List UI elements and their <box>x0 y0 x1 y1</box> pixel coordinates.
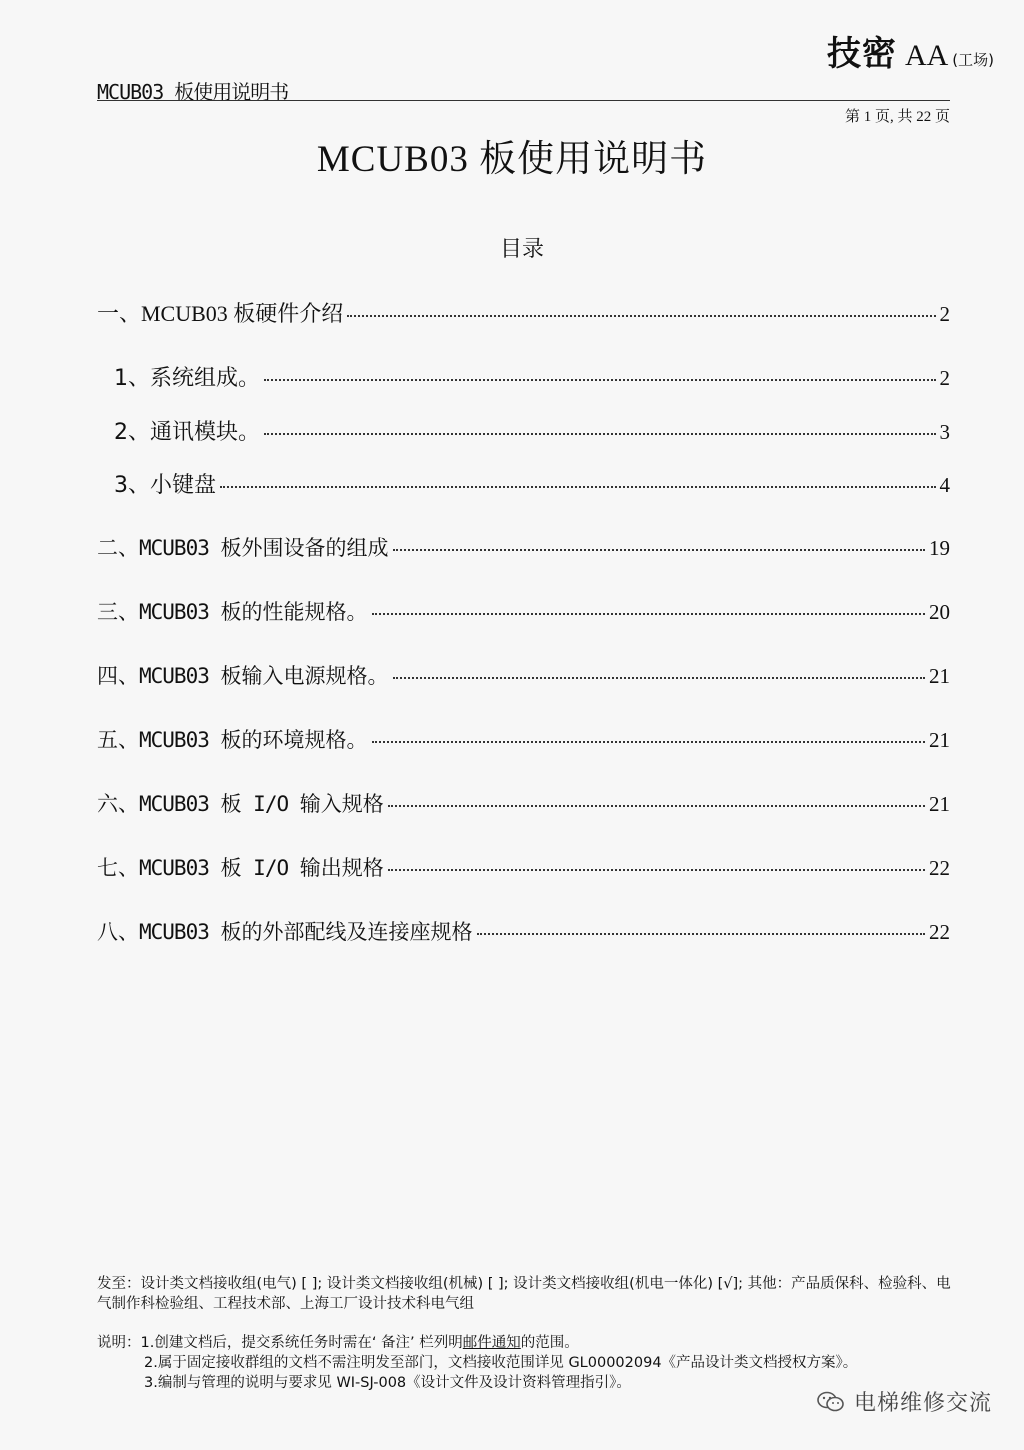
toc-leader-dots <box>372 741 925 743</box>
classification-main: 技密 <box>826 34 897 74</box>
toc-entry-label: 八、MCUB03 板的外部配线及连接座规格 <box>97 920 473 944</box>
document-title: MCUB03 板使用说明书 <box>316 139 708 180</box>
distribution-list: 发至：设计类文档接收组(电气) [ ]; 设计类文档接收组(机械) [ ]; 设计类文档接收组(机电一体化) [√]; 其他：产品质保科、检验科、电气制作科检验组、工程技术部、上海工厂设计技术科电气组 <box>97 1276 951 1312</box>
toc-entry-label: 一、MCUB03 板硬件介绍 <box>97 301 344 326</box>
notes-label: 说明： <box>97 1335 141 1351</box>
toc-entry-label: 1、系统组成。 <box>114 366 260 391</box>
toc-entry-8[interactable] <box>97 916 950 944</box>
toc-leader-dots <box>372 613 925 615</box>
toc-leader-dots <box>264 433 936 435</box>
toc-entry-page: 20 <box>929 600 950 624</box>
toc-entry-page: 21 <box>929 728 950 752</box>
toc-entry-label: 2、通讯模块。 <box>114 420 260 445</box>
watermark-text: 电梯维修交流 <box>853 1391 992 1416</box>
toc-entry-label: 六、MCUB03 板 I/O 输入规格 <box>97 792 384 816</box>
toc-entry-3[interactable] <box>97 596 950 624</box>
toc-entry-label: 二、MCUB03 板外围设备的组成 <box>97 536 389 560</box>
toc-entry-page: 3 <box>939 420 950 444</box>
toc-entry-1[interactable] <box>97 297 950 325</box>
toc-leader-dots <box>393 549 925 551</box>
toc-entry-page: 2 <box>939 302 950 326</box>
classification-stamp <box>827 26 994 75</box>
toc-entry-label: 四、MCUB03 板输入电源规格。 <box>97 664 389 688</box>
toc-entry-page: 22 <box>929 920 950 944</box>
toc-entry-7[interactable] <box>97 852 950 880</box>
toc-entry-label: 五、MCUB03 板的环境规格。 <box>97 728 368 752</box>
toc-entry-1-3[interactable] <box>114 468 950 496</box>
toc-entry-6[interactable] <box>97 788 950 816</box>
notes-block <box>97 1333 957 1393</box>
toc-leader-dots <box>393 677 925 679</box>
running-header-title: MCUB03 板使用说明书 <box>97 80 289 104</box>
toc-entry-label: 3、小键盘 <box>114 473 216 498</box>
classification-level: AA <box>904 39 949 72</box>
page-number-info: 第 1 页, 共 22 页 <box>844 109 950 125</box>
toc-entry-4[interactable] <box>97 660 950 688</box>
classification-scope: (工场) <box>952 51 994 69</box>
note-line-1: 说明：1.创建文档后，提交系统任务时需在‘ 备注’ 栏列明邮件通知的范围。 <box>97 1335 579 1351</box>
toc-entry-page: 21 <box>929 792 950 816</box>
toc-entry-1-1[interactable] <box>114 361 950 389</box>
toc-entry-page: 2 <box>939 366 950 390</box>
toc-entry-page: 19 <box>929 536 950 560</box>
toc-entry-page: 4 <box>939 473 950 497</box>
toc-leader-dots <box>388 869 925 871</box>
toc-leader-dots <box>477 933 925 935</box>
toc-entry-page: 21 <box>929 664 950 688</box>
watermark <box>816 1386 992 1417</box>
toc-entry-label: 七、MCUB03 板 I/O 输出规格 <box>97 856 384 880</box>
toc-leader-dots <box>347 315 935 317</box>
toc-heading: 目录 <box>499 237 544 262</box>
toc-entry-2[interactable] <box>97 532 950 560</box>
toc-leader-dots <box>220 486 936 488</box>
toc-entry-page: 22 <box>929 856 950 880</box>
note-line-2: 2.属于固定接收群组的文档不需注明发至部门，文档接收范围详见 GL00002094《产品设计类文档授权方案》。 <box>144 1355 858 1371</box>
header-divider <box>97 100 950 101</box>
toc-leader-dots <box>388 805 925 807</box>
email-notice-link[interactable]: 邮件通知 <box>462 1335 521 1351</box>
note-line-3: 3.编制与管理的说明与要求见 WI-SJ-008《设计文件及设计资料管理指引》。 <box>144 1375 631 1391</box>
toc-entry-label: 三、MCUB03 板的性能规格。 <box>97 600 368 624</box>
toc-entry-5[interactable] <box>97 724 950 752</box>
toc-leader-dots <box>264 379 936 381</box>
toc-entry-1-2[interactable] <box>114 415 950 443</box>
wechat-icon <box>816 1390 846 1414</box>
